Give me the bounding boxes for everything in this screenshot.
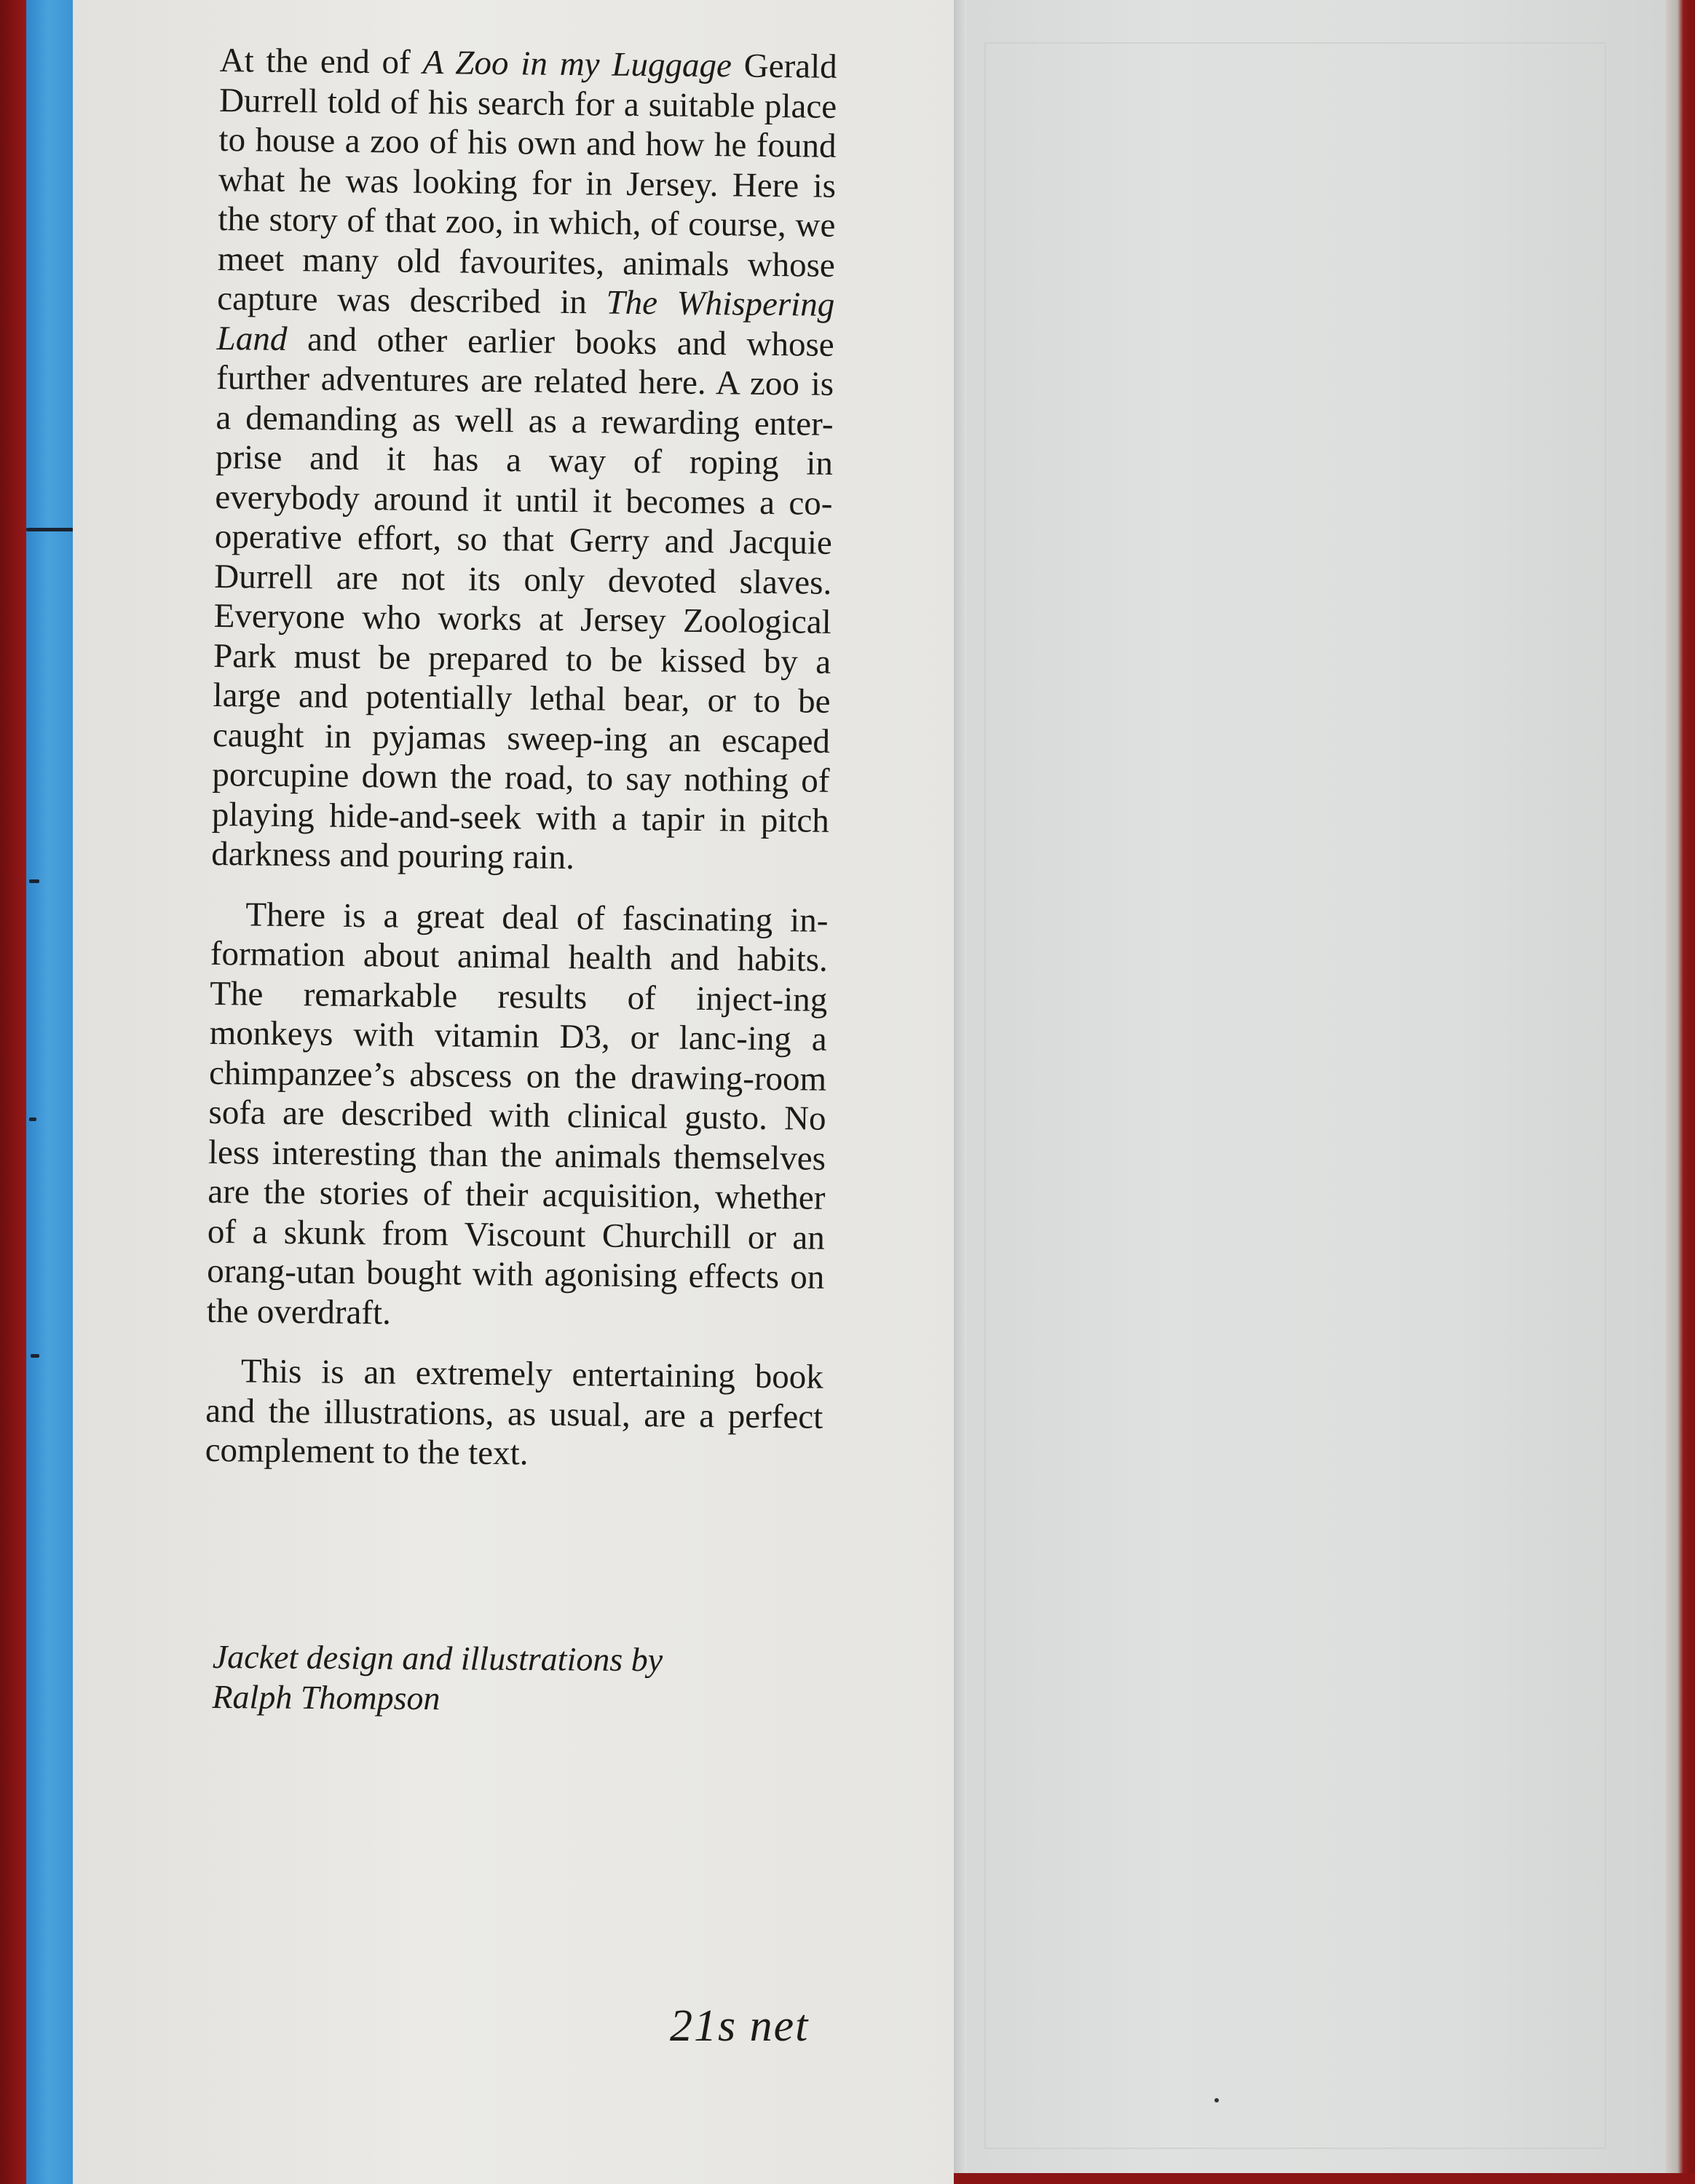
book-title-zoo-in-my-luggage: A Zoo in my Luggage xyxy=(422,43,732,85)
spine-wear-mark xyxy=(29,1117,36,1121)
credit-line: Jacket design and illustrations by xyxy=(212,1638,663,1679)
blurb-paragraph-3: This is an extremely entertaining book and the illustrations, as usual, are a perfect complement to the text. xyxy=(205,1352,824,1473)
blue-spine-strip xyxy=(26,0,76,2184)
blurb-text-segment: Gerald Durrell told of his search for a suitable place to house a zoo of his own and how he found what he was looking for in Jersey. Here is the story of that zoo, in which, of course, we meet many old favourites, animals whose capture was described in xyxy=(217,47,837,322)
endpaper xyxy=(954,0,1666,2184)
endpaper-fold xyxy=(954,0,967,2184)
paper-speck xyxy=(1214,2098,1219,2102)
spine-wear-mark xyxy=(31,1354,39,1358)
price-label: 21s net xyxy=(670,2001,810,2051)
credit-name: Ralph Thompson xyxy=(212,1677,440,1717)
blurb-paragraph-2: There is a great deal of fascinating in-formation about animal health and habits. The remarkable results of inject-ing monkeys with vitamin D3, or lanc-ing a chimpanzee’s abscess on the drawing-room sofa are described with clinical gusto. No less interesting than the animals themselves are the stories of their acquisition, whether of a skunk from Viscount Churchill or an orang-utan bought with agonising effects on the overdraft. xyxy=(206,895,829,1332)
blurb-text-segment: At the end of xyxy=(219,41,423,82)
red-board-edge-left xyxy=(0,0,29,2184)
endpaper-panel xyxy=(984,42,1606,2149)
jacket-credit xyxy=(212,1637,795,1721)
book-title-whispering-land: The Whispering Land xyxy=(216,283,835,358)
blurb-text-segment: and other earlier books and whose further adventures are related here. A zoo is a demanding as well as a rewarding enter-prise and it has a way of roping in everybody around it until it becomes a co-operative effort, so that Gerry and Jacquie Durrell are not its only devoted slaves. Everyone who works at Jersey Zoological Park must be prepared to be kissed by a large and potentially lethal bear, or to be caught in pyjamas sweep-ing an escaped porcupine down the road, to say nothing of playing hide-and-seek with a tapir in pitch darkness and pouring rain. xyxy=(211,320,834,877)
red-board-edge-bottom xyxy=(954,2173,1695,2184)
spine-wear-mark xyxy=(29,879,39,883)
spine-wear-mark xyxy=(26,528,74,531)
blurb-text xyxy=(205,41,837,1497)
red-board-edge-right xyxy=(1666,0,1695,2184)
blurb-paragraph-1 xyxy=(211,41,837,880)
